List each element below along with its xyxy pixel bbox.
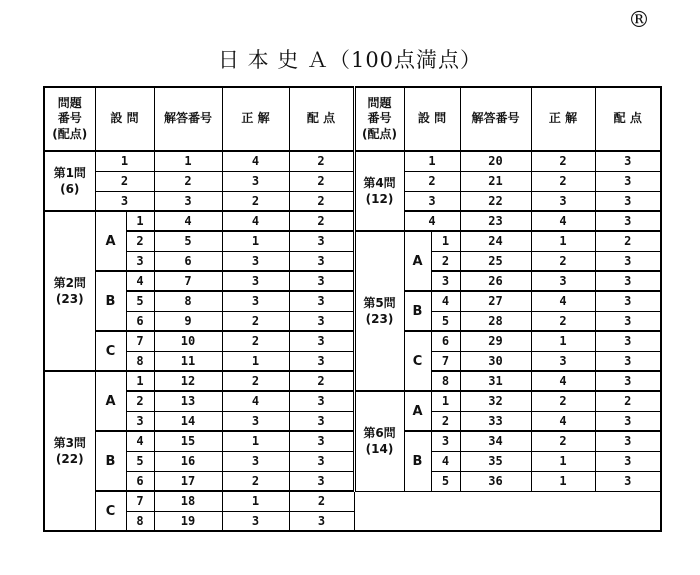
row-1-0-correct: 4 bbox=[222, 211, 289, 231]
header-question: 問題 番号 (配点) bbox=[44, 87, 95, 151]
r-row-0-0-setsumon: 1 bbox=[404, 151, 460, 171]
r-row-2-0-correct: 2 bbox=[531, 391, 595, 411]
row-2-3-points: 3 bbox=[289, 431, 354, 451]
row-1-3-points: 3 bbox=[289, 271, 354, 291]
r-row-1-0-sub-group: A bbox=[404, 231, 431, 291]
row-1-4-points: 3 bbox=[289, 291, 354, 311]
r-row-1-3-sub-group: B bbox=[404, 291, 431, 331]
r-row-0-0-correct: 2 bbox=[531, 151, 595, 171]
header-answer-number: 解答番号 bbox=[154, 87, 222, 151]
row-1-1-answer-number: 5 bbox=[154, 231, 222, 251]
row-2-1-correct: 4 bbox=[222, 391, 289, 411]
r-row-1-5-points: 3 bbox=[595, 331, 661, 351]
row-0-0-answer-number: 1 bbox=[154, 151, 222, 171]
question-number: 第3問 bbox=[53, 435, 86, 450]
question-number: 第6問 bbox=[363, 426, 396, 441]
r-row-1-7-points: 3 bbox=[595, 371, 661, 391]
row-2-6-sub-group: C bbox=[95, 491, 126, 531]
row-0-1-answer-number: 2 bbox=[154, 171, 222, 191]
r-row-1-1-answer-number: 25 bbox=[460, 251, 531, 271]
header-points: 配 点 bbox=[289, 87, 354, 151]
page-title: 日 本 史 Ａ（100点満点） bbox=[217, 48, 483, 72]
r-row-1-2-points: 3 bbox=[595, 271, 661, 291]
r-row-0-0-points: 3 bbox=[595, 151, 661, 171]
row-0-1-points: 2 bbox=[289, 171, 354, 191]
r-row-0-2-setsumon: 3 bbox=[404, 191, 460, 211]
row-1-3-sub-group: B bbox=[95, 271, 126, 331]
r-row-1-5-answer-number: 29 bbox=[460, 331, 531, 351]
r-row-1-3-correct: 4 bbox=[531, 291, 595, 311]
r-header-question: 問題 番号 (配点) bbox=[354, 87, 404, 151]
row-2-2-answer-number: 14 bbox=[154, 411, 222, 431]
row-0-2-answer-number: 3 bbox=[154, 191, 222, 211]
row-1-1-correct: 1 bbox=[222, 231, 289, 251]
r-row-2-0-sub-group: A bbox=[404, 391, 431, 431]
row-2-4-correct: 3 bbox=[222, 451, 289, 471]
r-row-0-1-setsumon: 2 bbox=[404, 171, 460, 191]
row-2-6-setsumon: 7 bbox=[126, 491, 154, 511]
r-row-2-2-setsumon: 3 bbox=[431, 431, 460, 451]
row-1-0-points: 2 bbox=[289, 211, 354, 231]
r-question-label bbox=[354, 151, 404, 231]
r-row-2-4-setsumon: 5 bbox=[431, 471, 460, 491]
r-row-1-6-correct: 3 bbox=[531, 351, 595, 371]
r-row-1-7-correct: 4 bbox=[531, 371, 595, 391]
row-1-0-answer-number: 4 bbox=[154, 211, 222, 231]
row-1-6-setsumon: 7 bbox=[126, 331, 154, 351]
registered-mark: ® bbox=[628, 8, 650, 33]
row-1-4-setsumon: 5 bbox=[126, 291, 154, 311]
r-row-1-2-setsumon: 3 bbox=[431, 271, 460, 291]
r-row-0-3-answer-number: 23 bbox=[460, 211, 531, 231]
r-row-1-5-correct: 1 bbox=[531, 331, 595, 351]
r-row-2-2-answer-number: 34 bbox=[460, 431, 531, 451]
r-row-1-4-answer-number: 28 bbox=[460, 311, 531, 331]
row-2-6-answer-number: 18 bbox=[154, 491, 222, 511]
r-row-0-3-correct: 4 bbox=[531, 211, 595, 231]
row-1-5-points: 3 bbox=[289, 311, 354, 331]
r-row-2-4-points: 3 bbox=[595, 471, 661, 491]
row-2-2-points: 3 bbox=[289, 411, 354, 431]
row-1-6-answer-number: 10 bbox=[154, 331, 222, 351]
r-row-2-3-answer-number: 35 bbox=[460, 451, 531, 471]
row-1-2-setsumon: 3 bbox=[126, 251, 154, 271]
r-row-2-0-points: 2 bbox=[595, 391, 661, 411]
question-points-total: (6) bbox=[60, 182, 80, 196]
row-1-3-answer-number: 7 bbox=[154, 271, 222, 291]
row-2-2-correct: 3 bbox=[222, 411, 289, 431]
r-row-1-0-correct: 1 bbox=[531, 231, 595, 251]
row-1-1-points: 3 bbox=[289, 231, 354, 251]
r-row-2-4-correct: 1 bbox=[531, 471, 595, 491]
row-1-7-setsumon: 8 bbox=[126, 351, 154, 371]
r-row-0-0-answer-number: 20 bbox=[460, 151, 531, 171]
row-2-4-answer-number: 16 bbox=[154, 451, 222, 471]
row-2-1-setsumon: 2 bbox=[126, 391, 154, 411]
r-row-0-1-correct: 2 bbox=[531, 171, 595, 191]
row-2-6-points: 2 bbox=[289, 491, 354, 511]
r-row-1-2-answer-number: 26 bbox=[460, 271, 531, 291]
row-1-7-answer-number: 11 bbox=[154, 351, 222, 371]
r-question-label bbox=[354, 391, 404, 491]
r-row-0-3-setsumon: 4 bbox=[404, 211, 460, 231]
row-2-3-correct: 1 bbox=[222, 431, 289, 451]
row-1-7-points: 3 bbox=[289, 351, 354, 371]
row-1-6-points: 3 bbox=[289, 331, 354, 351]
r-empty-area bbox=[354, 491, 661, 531]
r-row-2-1-correct: 4 bbox=[531, 411, 595, 431]
row-1-5-correct: 2 bbox=[222, 311, 289, 331]
row-2-5-answer-number: 17 bbox=[154, 471, 222, 491]
row-2-5-correct: 2 bbox=[222, 471, 289, 491]
r-row-1-4-setsumon: 5 bbox=[431, 311, 460, 331]
r-row-0-1-points: 3 bbox=[595, 171, 661, 191]
header-setsumon: 設 問 bbox=[95, 87, 154, 151]
r-row-1-1-points: 3 bbox=[595, 251, 661, 271]
r-row-1-2-correct: 3 bbox=[531, 271, 595, 291]
row-1-2-answer-number: 6 bbox=[154, 251, 222, 271]
r-row-1-7-answer-number: 31 bbox=[460, 371, 531, 391]
r-row-2-2-sub-group: B bbox=[404, 431, 431, 491]
question-points-total: (22) bbox=[55, 452, 84, 466]
row-0-2-points: 2 bbox=[289, 191, 354, 211]
row-2-0-points: 2 bbox=[289, 371, 354, 391]
r-row-1-3-points: 3 bbox=[595, 291, 661, 311]
row-2-7-correct: 3 bbox=[222, 511, 289, 531]
r-row-2-2-correct: 2 bbox=[531, 431, 595, 451]
row-0-1-setsumon: 2 bbox=[95, 171, 154, 191]
r-row-1-0-setsumon: 1 bbox=[431, 231, 460, 251]
r-header-answer-number: 解答番号 bbox=[460, 87, 531, 151]
row-1-2-correct: 3 bbox=[222, 251, 289, 271]
r-row-2-3-points: 3 bbox=[595, 451, 661, 471]
row-2-0-sub-group: A bbox=[95, 371, 126, 431]
r-header-correct: 正 解 bbox=[531, 87, 595, 151]
r-row-0-3-points: 3 bbox=[595, 211, 661, 231]
question-points-total: (14) bbox=[365, 442, 394, 457]
r-row-1-1-setsumon: 2 bbox=[431, 251, 460, 271]
row-2-5-setsumon: 6 bbox=[126, 471, 154, 491]
question-label bbox=[44, 151, 95, 211]
question-number: 第5問 bbox=[363, 295, 396, 310]
row-1-2-points: 3 bbox=[289, 251, 354, 271]
r-row-2-0-setsumon: 1 bbox=[431, 391, 460, 411]
row-1-5-answer-number: 9 bbox=[154, 311, 222, 331]
r-row-0-1-answer-number: 21 bbox=[460, 171, 531, 191]
question-points-total: (23) bbox=[55, 292, 84, 306]
r-row-0-2-correct: 3 bbox=[531, 191, 595, 211]
r-header-points: 配 点 bbox=[595, 87, 661, 151]
row-1-4-answer-number: 8 bbox=[154, 291, 222, 311]
row-1-3-setsumon: 4 bbox=[126, 271, 154, 291]
question-number: 第2問 bbox=[53, 275, 86, 290]
row-1-6-sub-group: C bbox=[95, 331, 126, 371]
r-row-1-6-setsumon: 7 bbox=[431, 351, 460, 371]
row-0-0-correct: 4 bbox=[222, 151, 289, 171]
row-2-5-points: 3 bbox=[289, 471, 354, 491]
r-row-2-1-points: 3 bbox=[595, 411, 661, 431]
r-row-0-2-points: 3 bbox=[595, 191, 661, 211]
r-row-2-4-answer-number: 36 bbox=[460, 471, 531, 491]
row-0-0-setsumon: 1 bbox=[95, 151, 154, 171]
row-2-3-sub-group: B bbox=[95, 431, 126, 491]
row-2-4-points: 3 bbox=[289, 451, 354, 471]
r-question-label bbox=[354, 231, 404, 391]
r-row-1-4-correct: 2 bbox=[531, 311, 595, 331]
question-points-total: (12) bbox=[365, 192, 394, 206]
row-2-7-points: 3 bbox=[289, 511, 354, 531]
row-2-1-answer-number: 13 bbox=[154, 391, 222, 411]
row-0-1-correct: 3 bbox=[222, 171, 289, 191]
row-1-6-correct: 2 bbox=[222, 331, 289, 351]
row-2-7-answer-number: 19 bbox=[154, 511, 222, 531]
r-row-1-0-points: 2 bbox=[595, 231, 661, 251]
r-row-1-3-answer-number: 27 bbox=[460, 291, 531, 311]
row-2-3-answer-number: 15 bbox=[154, 431, 222, 451]
r-row-2-2-points: 3 bbox=[595, 431, 661, 451]
r-row-1-7-setsumon: 8 bbox=[431, 371, 460, 391]
question-label bbox=[44, 211, 95, 371]
row-0-0-points: 2 bbox=[289, 151, 354, 171]
row-2-6-correct: 1 bbox=[222, 491, 289, 511]
r-row-2-1-setsumon: 2 bbox=[431, 411, 460, 431]
r-row-2-3-correct: 1 bbox=[531, 451, 595, 471]
row-2-2-setsumon: 3 bbox=[126, 411, 154, 431]
r-header-setsumon: 設 問 bbox=[404, 87, 460, 151]
row-1-7-correct: 1 bbox=[222, 351, 289, 371]
r-row-1-4-points: 3 bbox=[595, 311, 661, 331]
row-2-1-points: 3 bbox=[289, 391, 354, 411]
row-2-3-setsumon: 4 bbox=[126, 431, 154, 451]
header-correct: 正 解 bbox=[222, 87, 289, 151]
r-row-1-3-setsumon: 4 bbox=[431, 291, 460, 311]
r-row-0-2-answer-number: 22 bbox=[460, 191, 531, 211]
row-2-0-correct: 2 bbox=[222, 371, 289, 391]
r-row-1-6-points: 3 bbox=[595, 351, 661, 371]
answer-table bbox=[43, 86, 662, 532]
r-row-2-3-setsumon: 4 bbox=[431, 451, 460, 471]
row-2-7-setsumon: 8 bbox=[126, 511, 154, 531]
row-1-5-setsumon: 6 bbox=[126, 311, 154, 331]
question-label bbox=[44, 371, 95, 531]
r-row-2-0-answer-number: 32 bbox=[460, 391, 531, 411]
row-1-4-correct: 3 bbox=[222, 291, 289, 311]
row-0-2-correct: 2 bbox=[222, 191, 289, 211]
question-number: 第4問 bbox=[363, 175, 396, 190]
row-0-2-setsumon: 3 bbox=[95, 191, 154, 211]
question-points-total: (23) bbox=[365, 312, 394, 326]
row-2-4-setsumon: 5 bbox=[126, 451, 154, 471]
r-row-1-1-correct: 2 bbox=[531, 251, 595, 271]
row-2-0-answer-number: 12 bbox=[154, 371, 222, 391]
r-row-1-5-setsumon: 6 bbox=[431, 331, 460, 351]
r-row-1-5-sub-group: C bbox=[404, 331, 431, 391]
row-2-0-setsumon: 1 bbox=[126, 371, 154, 391]
r-row-2-1-answer-number: 33 bbox=[460, 411, 531, 431]
r-row-1-0-answer-number: 24 bbox=[460, 231, 531, 251]
r-row-1-6-answer-number: 30 bbox=[460, 351, 531, 371]
row-1-0-setsumon: 1 bbox=[126, 211, 154, 231]
row-1-1-setsumon: 2 bbox=[126, 231, 154, 251]
row-1-3-correct: 3 bbox=[222, 271, 289, 291]
row-1-0-sub-group: A bbox=[95, 211, 126, 271]
question-number: 第1問 bbox=[53, 165, 86, 180]
